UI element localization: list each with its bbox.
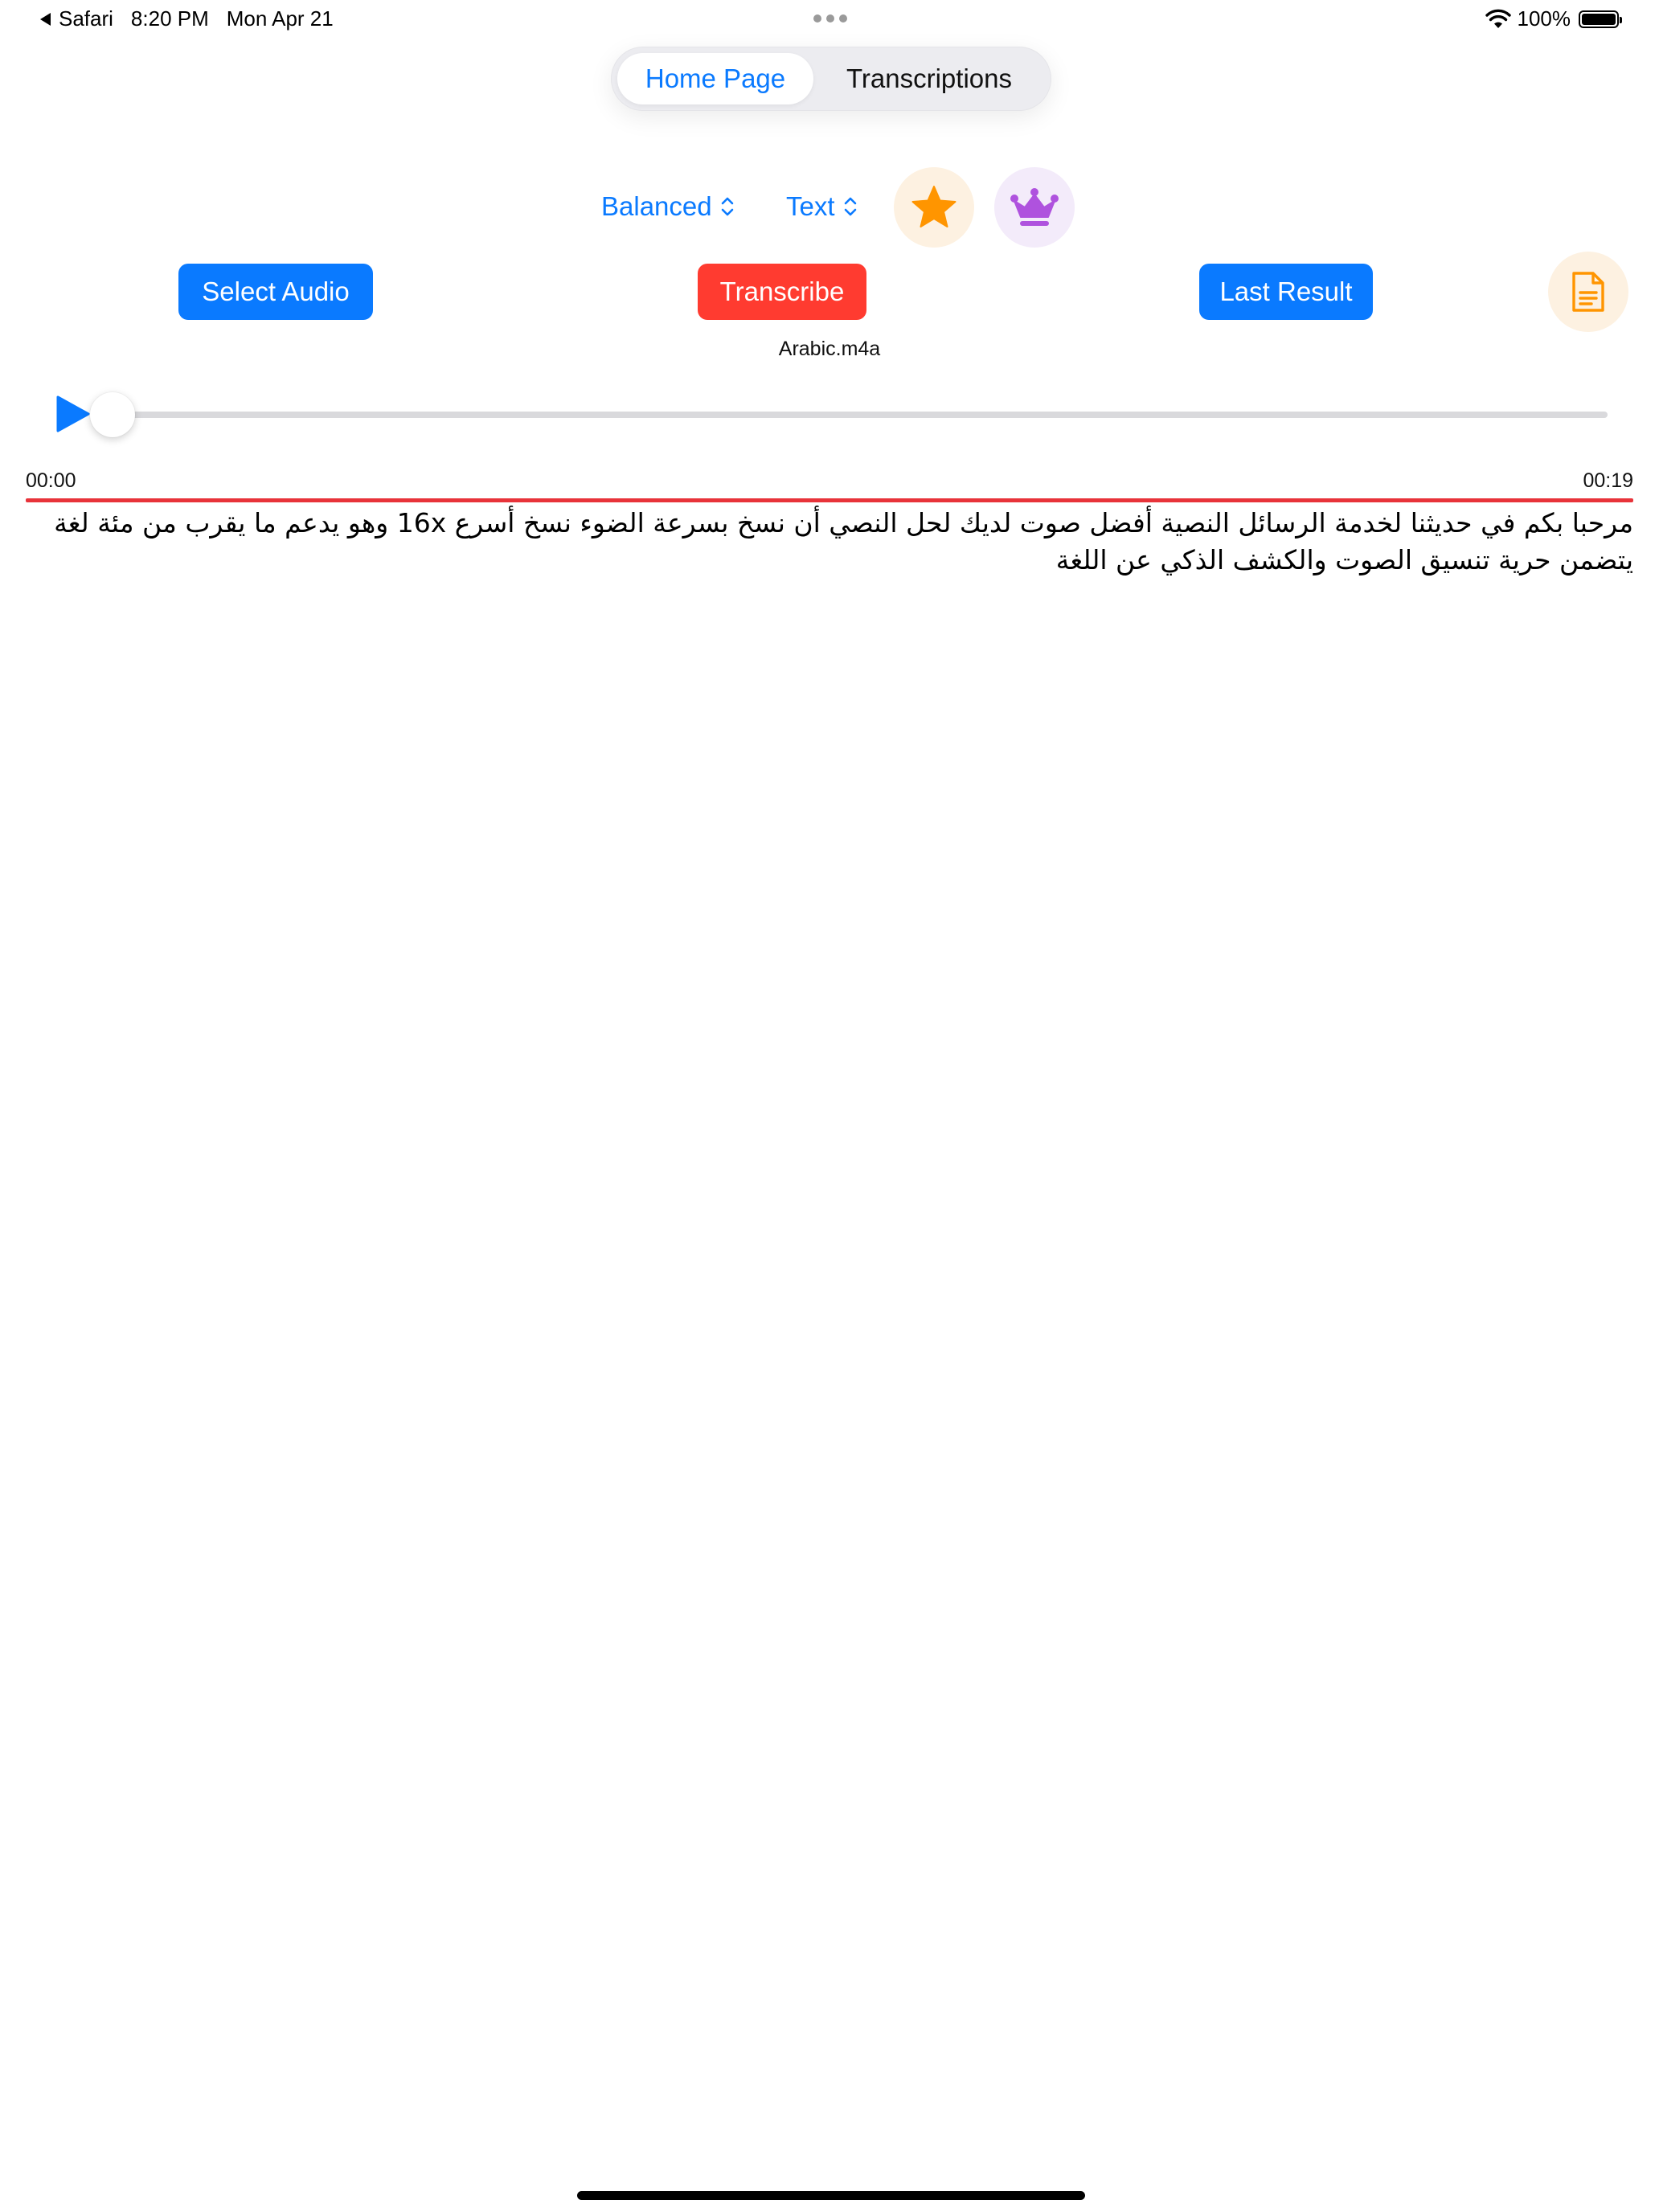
- back-arrow-icon[interactable]: [40, 13, 51, 26]
- wifi-icon: [1485, 9, 1511, 30]
- total-duration: 00:19: [1583, 469, 1633, 492]
- battery-percent: 100%: [1517, 6, 1571, 31]
- document-icon: [1570, 270, 1607, 313]
- selected-file-name: Arabic.m4a: [778, 338, 881, 360]
- play-icon[interactable]: [55, 394, 92, 434]
- last-result-button[interactable]: Last Result: [1199, 264, 1373, 320]
- transcription-text: مرحبا بكم في حديثنا لخدمة الرسائل النصية أفضل صوت لديك لحل النصي أن نسخ بسرعة الضوء نسخ أسرع 16x وهو يدعم ما يقرب من مئة لغة يتضمن حرية تنسيق الصوت والكشف الذكي عن اللغة: [54, 507, 1633, 576]
- playback-slider-thumb[interactable]: [90, 392, 135, 437]
- tab-transcriptions[interactable]: Transcriptions: [846, 63, 1012, 93]
- tab-switcher: [611, 47, 1051, 111]
- divider-line: [26, 498, 1633, 502]
- tab-home-page[interactable]: Home Page: [617, 53, 813, 104]
- battery-icon: [1579, 10, 1619, 28]
- document-button[interactable]: [1548, 252, 1628, 332]
- star-icon: [910, 184, 958, 231]
- quality-picker[interactable]: [601, 191, 735, 222]
- playback-slider-track[interactable]: [96, 412, 1608, 418]
- home-indicator[interactable]: [577, 2191, 1085, 2200]
- select-audio-button[interactable]: Select Audio: [178, 264, 373, 320]
- status-left[interactable]: [40, 6, 334, 31]
- transcribe-button[interactable]: Transcribe: [698, 264, 866, 320]
- chevron-up-down-icon: [720, 196, 735, 217]
- status-right: [1485, 6, 1620, 31]
- crown-icon: [1010, 186, 1059, 228]
- favorite-button[interactable]: [894, 167, 974, 248]
- back-app-label[interactable]: Safari: [59, 6, 113, 31]
- status-bar: [0, 0, 1659, 39]
- quality-picker-label: Balanced: [601, 191, 712, 221]
- status-time: 8:20 PM: [130, 6, 209, 31]
- format-picker-label: Text: [786, 191, 835, 221]
- status-date: Mon Apr 21: [226, 6, 334, 31]
- format-picker[interactable]: [786, 191, 858, 222]
- current-time: 00:00: [26, 469, 76, 492]
- multitasking-dots-icon[interactable]: [813, 14, 847, 23]
- premium-button[interactable]: [994, 167, 1075, 248]
- chevron-up-down-icon: [843, 196, 858, 217]
